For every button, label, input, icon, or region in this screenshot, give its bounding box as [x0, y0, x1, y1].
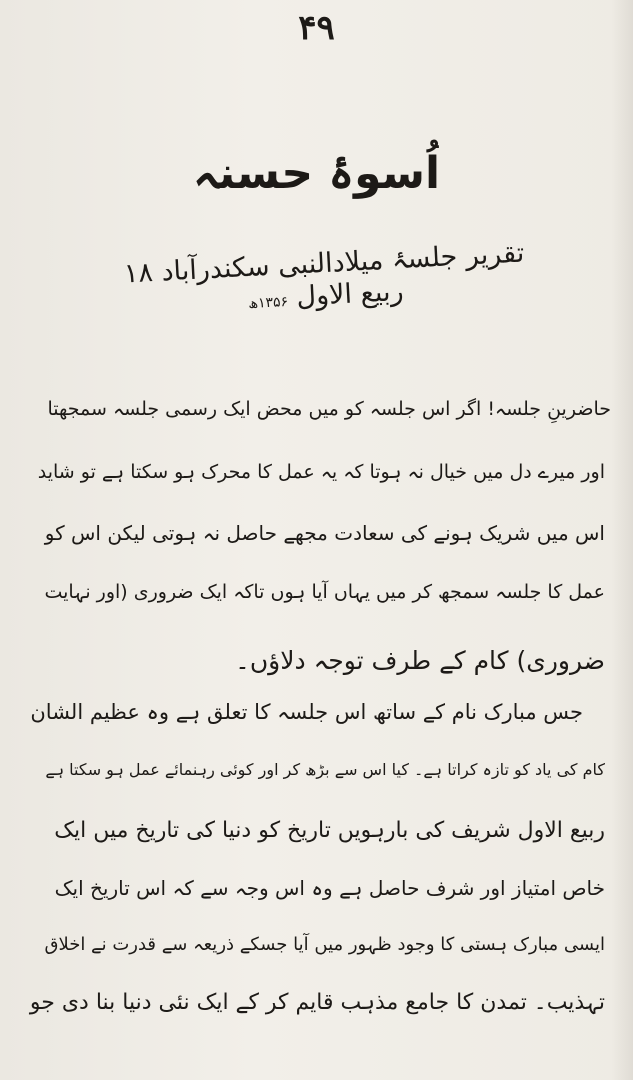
text-line: ضروری) کام کے طرف توجہ دلاؤں۔	[235, 646, 605, 675]
text-line: خاص امتیاز اور شرف حاصل ہے وہ اس وجہ سے کہ اس تاریخ ایک	[54, 876, 605, 900]
text-line: عمل کا جلسہ سمجھ کر میں یہاں آیا ہوں تاکہ ایک ضروری (اور نہایت	[44, 581, 605, 603]
subtitle-date: ۱۳۵۶ھ	[247, 294, 289, 313]
text-line: تہذیب۔ تمدن کا جامع مذہب قایم کر کے ایک نئی دنیا بنا دی جو	[29, 990, 605, 1015]
text-line: حاضرینِ جلسہ! اگر اس جلسہ کو میں محض ایک رسمی جلسہ سمجھتا	[47, 398, 611, 420]
subtitle-text: تقریر جلسۂ میلادالنبی سکندرآباد ۱۸ ربیع الاول	[123, 237, 526, 313]
text-line: ربیع الاول شریف کی بارہویں تاریخ کو دنیا کی تاریخ میں ایک	[54, 818, 605, 843]
page-title: اُسوۂ حسنہ	[192, 148, 441, 199]
page-number: ۴۹	[298, 8, 335, 48]
text-line: ایسی مبارک ہستی کا وجود ظہور میں آیا جسکے ذریعہ سے قدرت نے اخلاق	[44, 934, 605, 955]
text-line: اور میرے دل میں خیال نہ ہوتا کہ یہ عمل کا محرک ہو سکتا ہے تو شاید	[37, 461, 605, 483]
text-line: کام کی یاد کو تازہ کراتا ہے۔ کیا اس سے بڑھ کر اور کوئی رہنمائے عمل ہو سکتا ہے	[45, 760, 605, 779]
page-subtitle	[99, 236, 552, 324]
text-line: جس مبارک نام کے ساتھ اس جلسہ کا تعلق ہے وہ عظیم الشان	[30, 700, 583, 724]
text-line: اس میں شریک ہونے کی سعادت مجھے حاصل نہ ہوتی لیکن اس کو	[44, 521, 605, 545]
